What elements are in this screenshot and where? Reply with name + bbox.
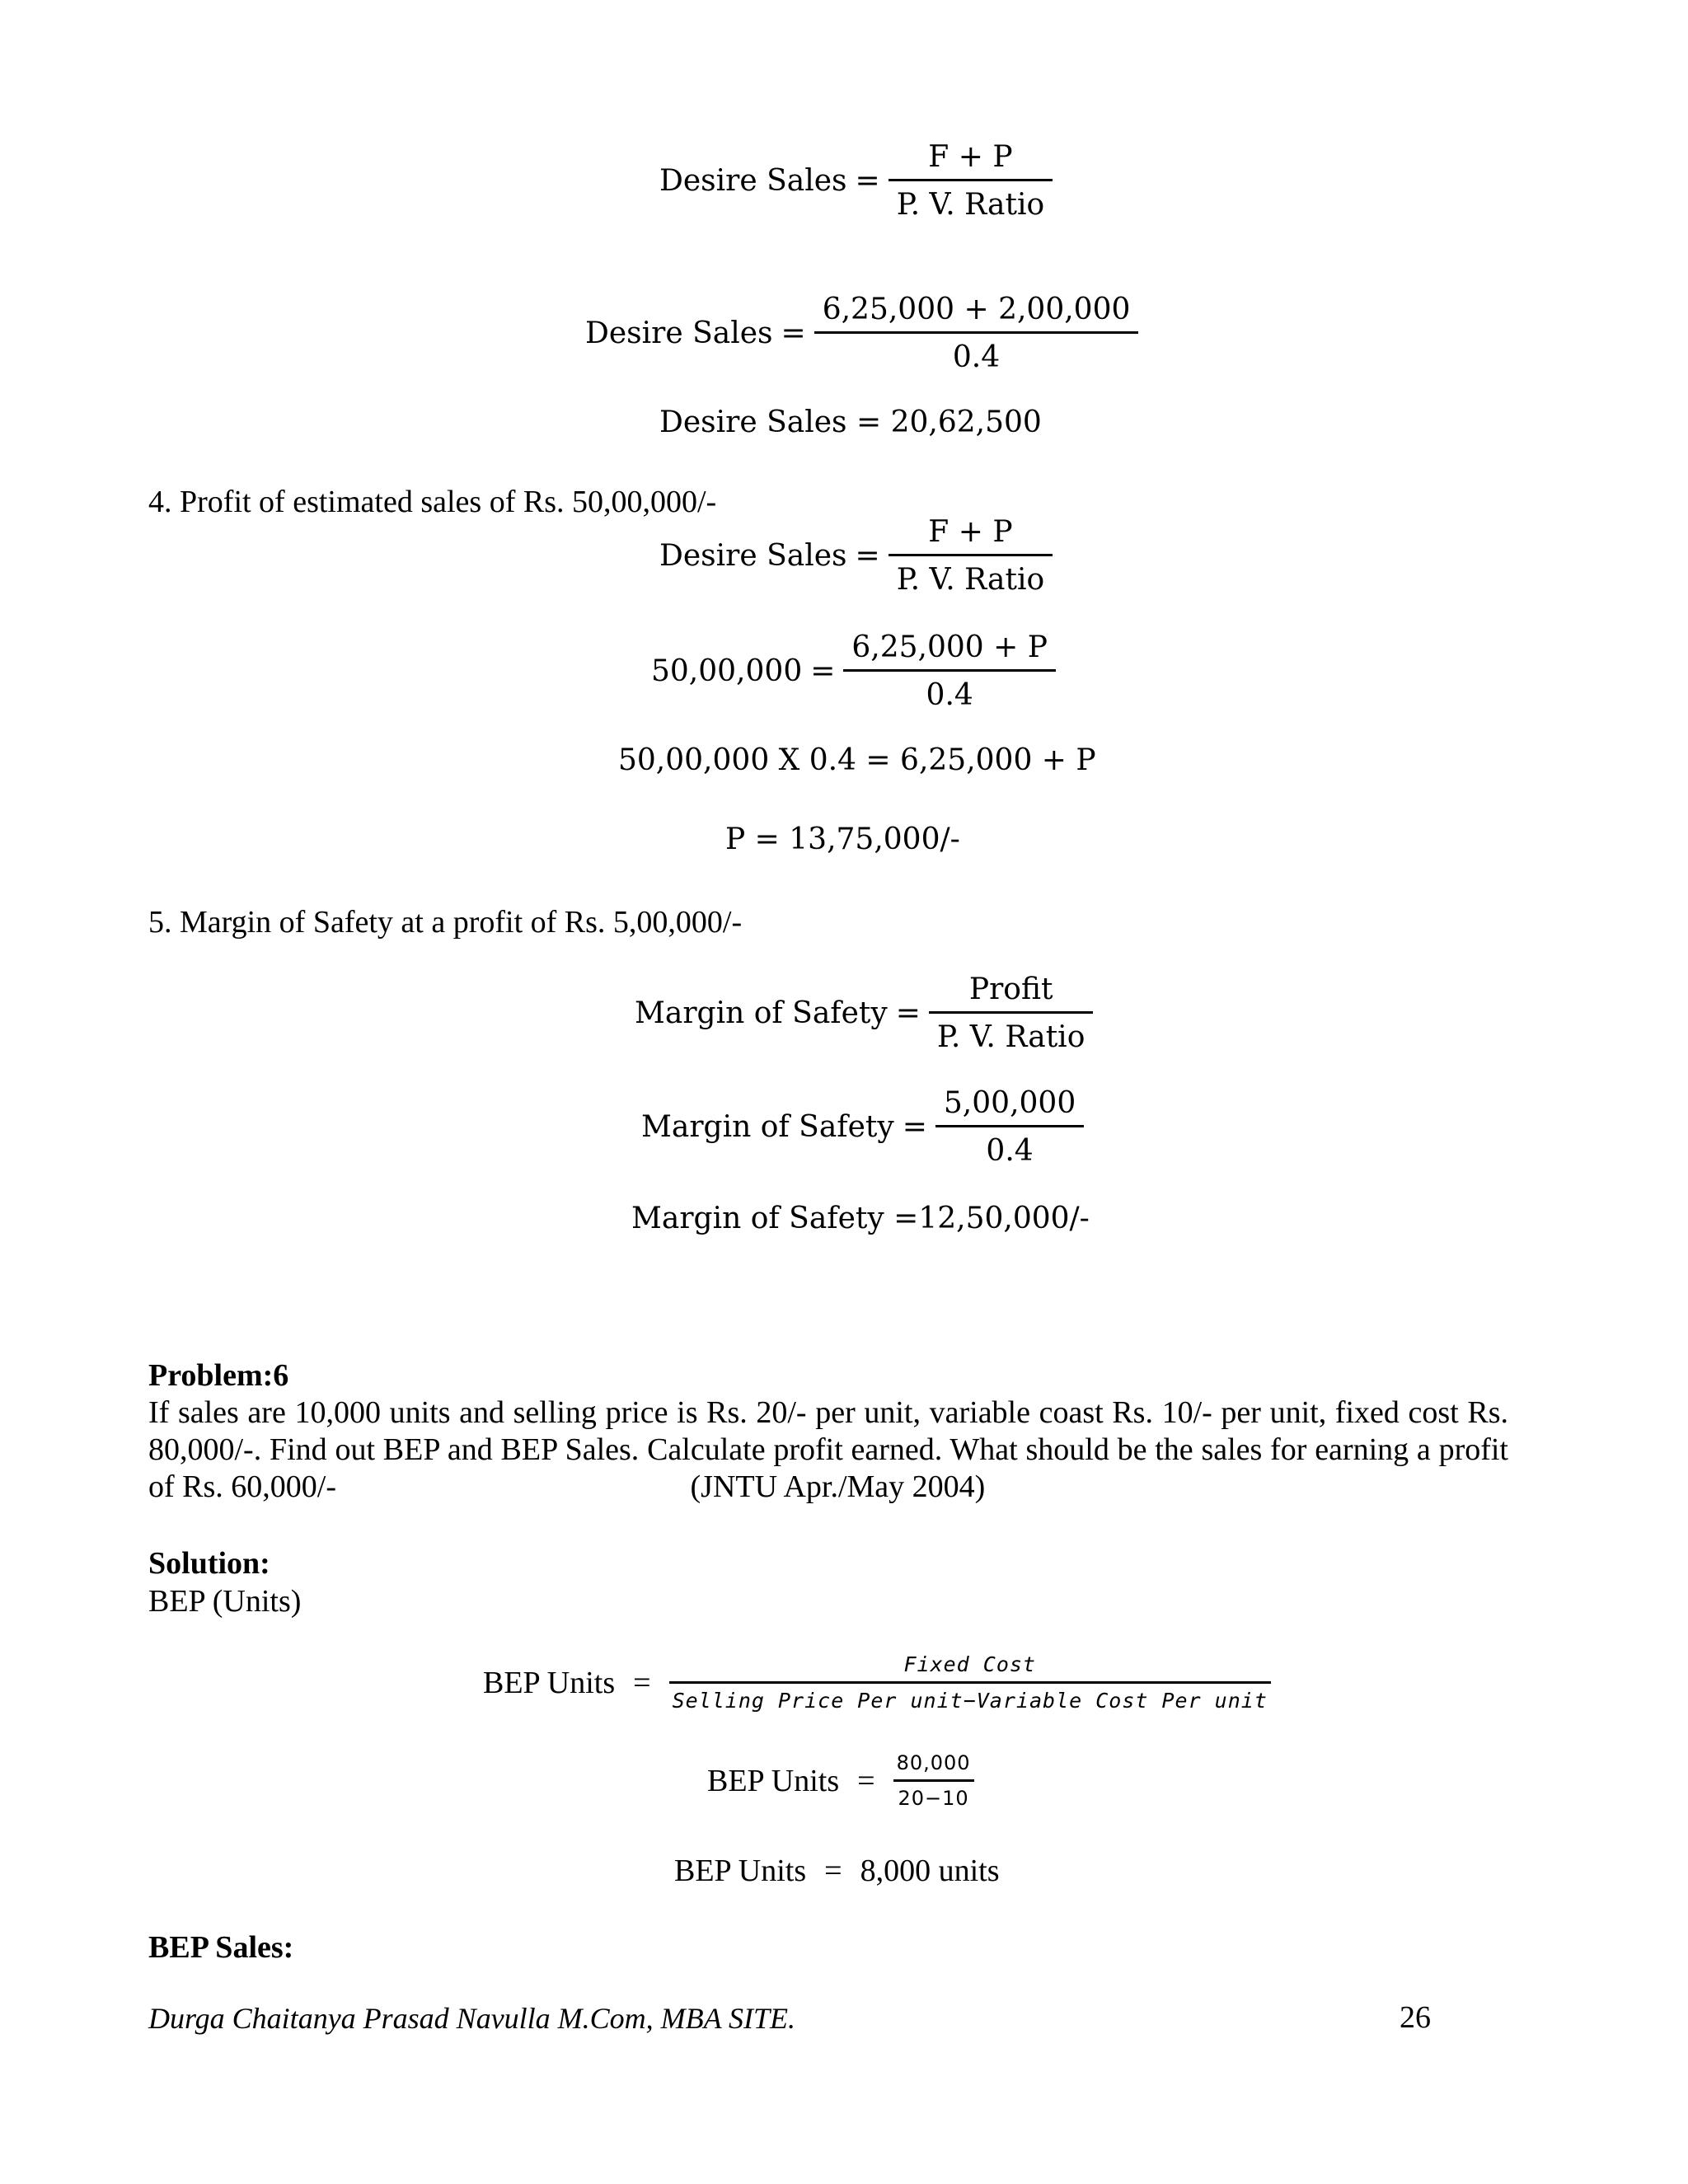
equation-desire-sales-substituted <box>585 293 1138 374</box>
problem-source: (JNTU Apr./May 2004) <box>690 1469 986 1504</box>
fraction <box>889 515 1053 597</box>
equation-bep-units-result <box>674 1853 999 1889</box>
equals-sign: = <box>902 1110 927 1144</box>
solution-heading: Solution: <box>148 1546 270 1581</box>
equals-sign: = <box>824 1854 842 1888</box>
numerator: Profit <box>929 972 1093 1014</box>
footer-author: Durga Chaitanya Prasad Navulla M.Com, MBA SITE. <box>148 2002 795 2035</box>
equation-lhs: Desire Sales <box>659 164 847 198</box>
equation-lhs: BEP Units <box>674 1854 807 1888</box>
equation-lhs: Desire Sales <box>659 539 847 573</box>
equation-profit-result <box>725 823 960 856</box>
denominator: 0.4 <box>926 678 973 712</box>
equation-margin-of-safety-formula <box>635 972 1093 1054</box>
equation-text: Margin of Safety =12,50,000/- <box>631 1202 1090 1235</box>
bep-sales-heading: BEP Sales: <box>148 1930 294 1965</box>
equation-cross-multiplied <box>618 743 1096 777</box>
problem-body: If sales are 10,000 units and selling price is Rs. 20/- per unit, variable coast Rs. 10/- per unit, fixed cost Rs. 80,000/-. Find out BEP and BEP Sales. Calculate profit earned. What should be the sales for earning a profit of Rs. 60,000/- <box>148 1395 1508 1504</box>
numerator: 5,00,000 <box>935 1086 1084 1127</box>
equation-text: Desire Sales = 20,62,500 <box>659 405 1042 439</box>
equation-desire-sales-result <box>659 405 1042 439</box>
equals-sign: = <box>810 654 836 688</box>
equals-sign: = <box>857 1763 875 1798</box>
equation-lhs: Margin of Safety <box>635 996 888 1030</box>
equals-sign: = <box>633 1665 651 1700</box>
equation-lhs: Margin of Safety <box>641 1110 894 1144</box>
equation-desire-sales-formula <box>659 140 1053 222</box>
numerator: Fixed Cost <box>669 1652 1271 1684</box>
problem-heading: Problem:6 <box>148 1358 289 1393</box>
denominator: P. V. Ratio <box>896 563 1045 597</box>
numerator: F + P <box>889 140 1053 181</box>
solution-subheading: BEP (Units) <box>148 1584 302 1619</box>
equals-sign: = <box>781 316 806 350</box>
equals-sign: = <box>855 164 880 198</box>
fraction <box>843 630 1056 712</box>
problem-statement <box>148 1394 1508 1506</box>
equation-text: 50,00,000 X 0.4 = 6,25,000 + P <box>618 743 1096 777</box>
fraction <box>929 972 1093 1054</box>
item-5-heading: 5. Margin of Safety at a profit of Rs. 5,00,000/- <box>148 905 743 940</box>
fraction <box>935 1086 1084 1168</box>
denominator: Selling Price Per unit−Variable Cost Per unit <box>672 1689 1268 1713</box>
numerator: 80,000 <box>893 1751 974 1782</box>
page-number: 26 <box>1400 2000 1431 2035</box>
denominator: P. V. Ratio <box>896 188 1045 222</box>
denominator: 0.4 <box>952 340 1001 374</box>
numerator: 6,25,000 + 2,00,000 <box>814 293 1139 334</box>
equation-desire-sales-formula-2 <box>659 515 1053 597</box>
numerator: F + P <box>889 515 1053 556</box>
fraction <box>669 1652 1271 1713</box>
equation-bep-units-formula <box>483 1652 1271 1713</box>
equation-sales-substituted <box>651 630 1056 712</box>
numerator: 6,25,000 + P <box>843 630 1056 672</box>
equals-sign: = <box>855 539 880 573</box>
item-4-heading: 4. Profit of estimated sales of Rs. 50,00,000/- <box>148 485 717 519</box>
fraction <box>814 293 1139 374</box>
fraction <box>889 140 1053 222</box>
denominator: P. V. Ratio <box>936 1020 1085 1054</box>
equation-lhs: BEP Units <box>707 1763 840 1798</box>
denominator: 0.4 <box>986 1134 1034 1168</box>
equation-text: P = 13,75,000/- <box>725 823 960 856</box>
equation-value: 8,000 units <box>860 1854 1000 1888</box>
equation-margin-of-safety-result <box>631 1202 1090 1235</box>
equation-margin-of-safety-substituted <box>641 1086 1084 1168</box>
equation-lhs: Desire Sales <box>585 316 773 350</box>
equation-bep-units-substituted <box>707 1751 974 1810</box>
equation-lhs: 50,00,000 <box>651 654 803 688</box>
fraction <box>893 1751 974 1810</box>
equation-lhs: BEP Units <box>483 1665 616 1700</box>
equals-sign: = <box>895 996 921 1030</box>
denominator: 20−10 <box>898 1787 969 1810</box>
